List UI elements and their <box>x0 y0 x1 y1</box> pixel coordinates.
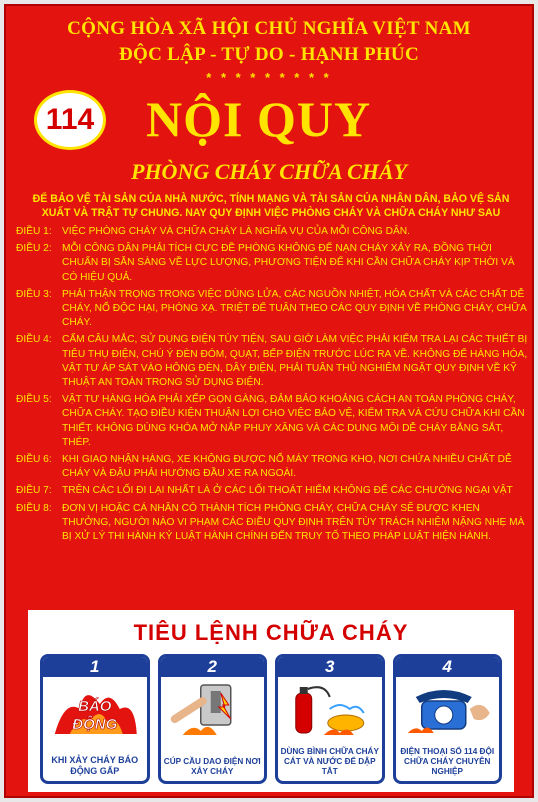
power-switch-icon <box>161 679 265 739</box>
telephone-icon <box>396 679 500 739</box>
rule-text: CẤM CÂU MẮC, SỬ DỤNG ĐIỆN TÙY TIỆN, SAU GIỜ LÀM VIỆC PHẢI KIỂM TRA LẠI CÁC THIẾT BỊ TIÊU THỤ ĐIỆN, CHÚ Ý ĐÈN ĐÓM, QUẠT, BẾP ĐIỆN TRƯỚC LÚC RA VỀ. KHÔNG ĐỂ HÀNG HÓA, VẬT TƯ ÁP SÁT VÀO HÔNG ĐÈN, DÂY ĐIỆN, PHẢI TUÂN THỦ NGHIÊM NGẶT QUY ĐỊNH VỀ KỸ THUẬT AN TOÀN TRONG SỬ DỤNG ĐIỆN. <box>62 334 528 389</box>
alarm-icon <box>43 679 147 739</box>
intro-paragraph: ĐỂ BẢO VỆ TÀI SẢN CỦA NHÀ NƯỚC, TÍNH MẠNG VÀ TÀI SẢN CỦA NHÂN DÂN, BẢO VỆ SẢN XUẤT VÀ TRẬT TỰ CHUNG. NAY QUY ĐỊNH VIỆC PHÒNG CHÁY VÀ CHỮA CHÁY NHƯ SAU <box>32 193 510 219</box>
stars-divider: * * * * * * * * * <box>206 70 332 85</box>
national-title: CỘNG HÒA XÃ HỘI CHỦ NGHĨA VIỆT NAM <box>67 18 471 39</box>
rules-list <box>16 225 528 547</box>
rule-label: ĐIỀU 5: <box>16 394 52 406</box>
extinguisher-icon <box>278 679 382 739</box>
page-title: NỘI QUY <box>146 91 372 147</box>
rule-item <box>16 225 528 239</box>
rule-text: PHẢI THẬN TRỌNG TRONG VIỆC DÙNG LỬA, CÁC NGUỒN NHIỆT, HÓA CHẤT VÀ CÁC CHẤT DỄ CHÁY, NỔ ĐỘC HẠI, PHÓNG XẠ. TRIỆT ĐỂ TUÂN THEO CÁC QUY ĐỊNH VỀ PHÒNG CHÁY, CHỮA CHÁY. <box>62 288 527 329</box>
rule-item <box>16 502 528 545</box>
command-number-bar <box>161 657 265 677</box>
fire-safety-sign <box>4 4 534 798</box>
rule-item <box>16 453 528 481</box>
commands-title: TIÊU LỆNH CHỮA CHÁY <box>133 620 409 645</box>
command-number: 2 <box>207 657 217 676</box>
alarm-art-line2: ĐỘNG <box>72 716 118 733</box>
rule-text: VIỆC PHÒNG CHÁY VÀ CHỮA CHÁY LÀ NGHĨA VỤ CỦA MỖI CÔNG DÂN. <box>62 226 410 237</box>
rule-item <box>16 288 528 331</box>
rule-label: ĐIỀU 4: <box>16 334 52 346</box>
command-number-bar <box>396 657 500 677</box>
rule-text: TRÊN CÁC LỐI ĐI LẠI NHẤT LÀ Ở CÁC LỐI THOÁT HIỂM KHÔNG ĐỂ CÁC CHƯỚNG NGẠI VẬT <box>62 485 513 497</box>
rule-text: VẬT TƯ HÀNG HÓA PHẢI XẾP GỌN GÀNG, ĐẢM BẢO KHOẢNG CÁCH AN TOÀN PHÒNG CHÁY, CHỮA CHÁY. TẠO ĐIỀU KIỆN THUẬN LỢI CHO VIỆC BẢO VỆ, KIỂM TRA VÀ CỨU CHỮA KHI CẦN THIẾT. KHÔNG DÙNG KHÓA MỞ NẮP PHUY XĂNG VÀ CÁC DUNG MÔI DỄ CHÁY BẰNG SẮT, THÉP. <box>62 394 525 448</box>
rule-text: KHI GIAO NHẬN HÀNG, XE KHÔNG ĐƯỢC NỔ MÁY TRONG KHO, NƠI CHỨA NHIỀU CHẤT DỄ CHÁY VÀ ĐẬU PHẢI HƯỚNG ĐẦU XE RA NGOÀI. <box>62 454 512 480</box>
command-caption: ĐIỆN THOẠI SỐ 114 ĐỘI CHỮA CHÁY CHUYÊN NGHIỆP <box>400 747 495 776</box>
national-motto: ĐỘC LẬP - TỰ DO - HẠNH PHÚC <box>119 44 419 65</box>
rule-label: ĐIỀU 7: <box>16 485 52 497</box>
command-number: 1 <box>90 657 100 676</box>
command-caption: KHI XẢY CHÁY BÁO ĐỘNG GẤP <box>51 755 139 776</box>
fire-commands-panel <box>28 610 514 792</box>
rule-label: ĐIỀU 6: <box>16 454 52 466</box>
command-card-3 <box>275 654 385 784</box>
rule-text: MỖI CÔNG DÂN PHẢI TÍCH CỰC ĐỀ PHÒNG KHÔNG ĐỂ NẠN CHÁY XẢY RA, ĐỒNG THỜI CHUẨN BỊ SẴN SÀNG VỀ LỰC LƯỢNG, PHƯƠNG TIỆN ĐỂ KHI CẦN CHỮA CHÁY KỊP THỜI VÀ CÓ HIỆU QUẢ. <box>62 243 515 283</box>
rule-label: ĐIỀU 3: <box>16 288 52 300</box>
command-card-2 <box>158 654 268 784</box>
alarm-art-line1: BÁO <box>78 698 112 715</box>
command-caption: DÙNG BÌNH CHỮA CHÁY CÁT VÀ NƯỚC ĐỂ DẬP TẮT <box>280 747 379 776</box>
rule-text: ĐƠN VỊ HOẶC CÁ NHÂN CÓ THÀNH TÍCH PHÒNG CHÁY, CHỮA CHÁY SẼ ĐƯỢC KHEN THƯỞNG, NGƯỜI NÀO VI PHẠM CÁC ĐIỀU QUY ĐỊNH TRÊN TÙY TRÁCH NHIỆM NẶNG NHẸ MÀ BỊ XỬ LÝ THI HÀNH KỶ LUẬT HÀNH CHÍNH ĐẾN TRUY TỐ THEO PHÁP LUẬT HIỆN HÀNH. <box>62 502 525 543</box>
commands-cards <box>40 654 502 784</box>
rule-item <box>16 242 528 285</box>
rule-item <box>16 393 528 450</box>
command-number: 3 <box>325 657 335 676</box>
rule-label: ĐIỀU 1: <box>16 226 52 237</box>
command-card-4 <box>393 654 503 784</box>
command-number: 4 <box>442 657 452 676</box>
rule-item <box>16 333 528 390</box>
rule-label: ĐIỀU 2: <box>16 243 52 255</box>
command-card-1 <box>40 654 150 784</box>
command-number-bar <box>43 657 147 677</box>
emergency-number-badge: 114 <box>34 90 106 150</box>
rule-item <box>16 484 528 498</box>
page-subtitle: PHÒNG CHÁY CHỮA CHÁY <box>131 159 407 184</box>
rule-label: ĐIỀU 8: <box>16 502 52 514</box>
command-number-bar <box>278 657 382 677</box>
command-caption: CÚP CẦU DAO ĐIỆN NƠI XẢY CHÁY <box>163 757 261 776</box>
